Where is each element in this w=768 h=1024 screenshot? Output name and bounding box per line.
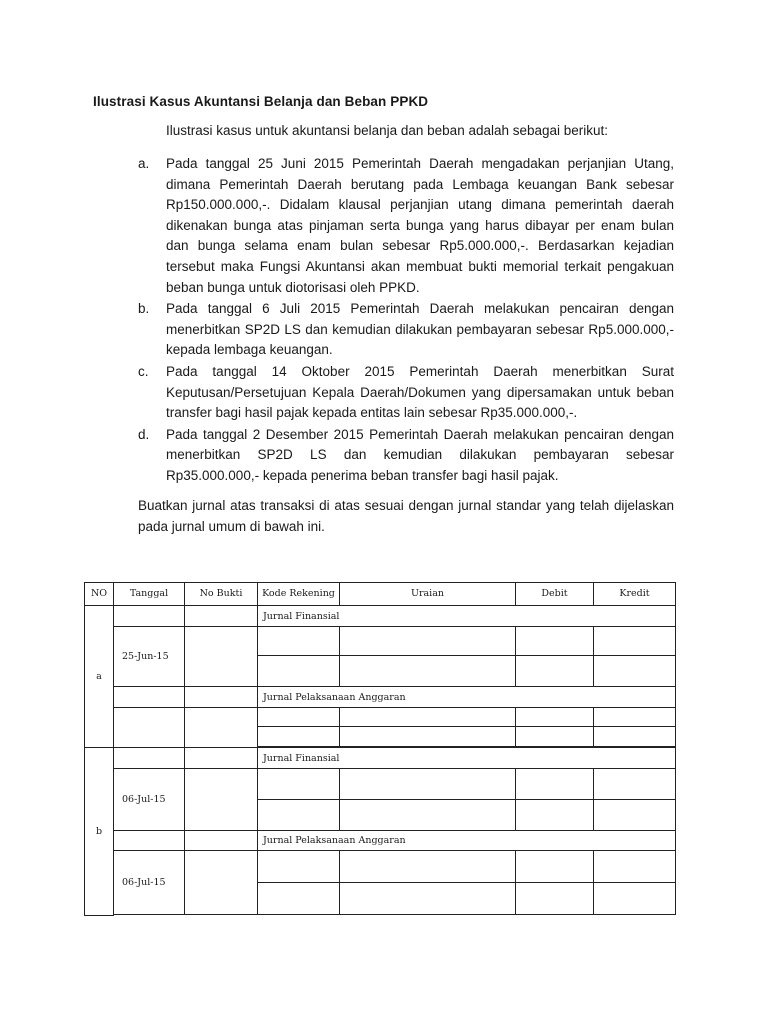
list-item — [138, 425, 674, 487]
header-tanggal: Tanggal — [114, 583, 185, 606]
table-row — [85, 769, 676, 800]
date-cell: 25-Jun-15 — [114, 627, 185, 687]
section-jurnal-pelaksanaan-anggaran: Jurnal Pelaksanaan Anggaran — [258, 831, 676, 851]
list-item-text: Pada tanggal 14 Oktober 2015 Pemerintah Daerah menerbitkan Surat Keputusan/Persetujuan Kepala Daerah/Dokumen yang dipersamakan untuk beban transfer bagi hasil pajak kepada entitas lain sebesar Rp35.000.000,-. — [166, 363, 674, 421]
table-row — [85, 831, 676, 851]
list-item-text: Pada tanggal 6 Juli 2015 Pemerintah Daerah melakukan pencairan dengan menerbitkan SP2D LS dan kemudian dilakukan pembayaran sebesar Rp5.000.000,- kepada lembaga keuangan. — [166, 301, 674, 358]
date-cell: 06-Jul-15 — [114, 769, 185, 831]
header-uraian: Uraian — [340, 583, 516, 606]
section-jurnal-finansial: Jurnal Finansial — [258, 606, 676, 627]
journal-table — [84, 582, 676, 916]
table-header-row — [85, 583, 676, 606]
list-item-label: c. — [138, 363, 149, 379]
list-item — [138, 154, 674, 298]
row-number-a: a — [85, 606, 114, 748]
intro-text: Ilustrasi kasus untuk akuntansi belanja dan beban adalah sebagai berikut: — [166, 123, 609, 138]
list-item-label: b. — [138, 301, 150, 317]
case-list — [138, 154, 674, 488]
list-item-label: d. — [138, 426, 150, 442]
header-no-bukti: No Bukti — [185, 583, 258, 606]
section-jurnal-finansial: Jurnal Finansial — [258, 748, 676, 769]
date-cell: 06-Jul-15 — [114, 851, 185, 915]
document-title: Ilustrasi Kasus Akuntansi Belanja dan Beban PPKD — [93, 94, 429, 109]
list-item — [138, 299, 674, 361]
header-kredit: Kredit — [594, 583, 676, 606]
table-row — [85, 687, 676, 708]
table-row — [85, 708, 676, 727]
list-item-text: Pada tanggal 25 Juni 2015 Pemerintah Daerah mengadakan perjanjian Utang, dimana Pemerintah Daerah berutang pada Lembaga keuangan Bank sebesar Rp150.000.000,-. Didalam klausal perjanjian utang dimana pemerintah daerah dikenakan bunga atas pinjaman serta bunga yang harus dibayar per enam bulan dan bunga selama enam bulan sebesar Rp5.000.000,-. Berdasarkan kejadian tersebut maka Fungsi Akuntansi akan membuat bukti memorial terkait pengakuan beban bunga untuk diotorisasi oleh PPKD. — [166, 156, 674, 295]
section-jurnal-pelaksanaan-anggaran: Jurnal Pelaksanaan Anggaran — [258, 687, 676, 708]
table-row — [85, 606, 676, 627]
table-row — [85, 851, 676, 883]
list-item — [138, 362, 674, 424]
header-kode-rekening: Kode Rekening — [258, 583, 340, 606]
header-no: NO — [85, 583, 114, 606]
list-item-label: a. — [138, 156, 150, 171]
table-row — [85, 748, 676, 769]
table-row — [85, 627, 676, 656]
header-debit: Debit — [516, 583, 594, 606]
row-number-b: b — [85, 748, 114, 916]
closing-instruction: Buatkan jurnal atas transaksi di atas sesuai dengan jurnal standar yang telah dijelaskan pada jurnal umum di bawah ini. — [138, 498, 674, 534]
list-item-text: Pada tanggal 2 Desember 2015 Pemerintah Daerah melakukan pencairan dengan menerbitkan SP2D LS dan kemudian dilakukan pembayaran sebesar Rp35.000.000,- kepada penerima beban transfer bagi hasil pajak. — [166, 426, 674, 483]
